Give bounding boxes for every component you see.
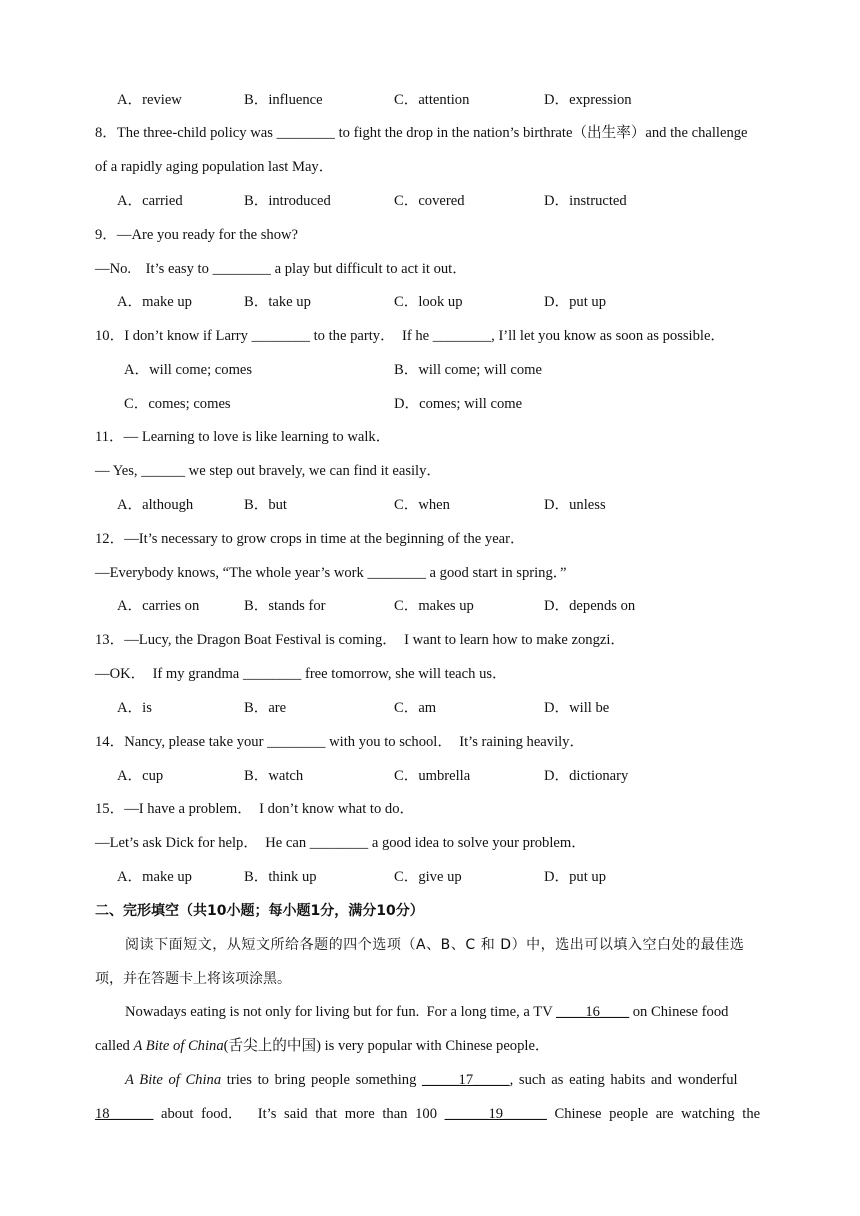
- show-title: A Bite of China: [133, 1038, 224, 1054]
- blank: ________: [251, 328, 310, 344]
- q15-option-d: D．put up: [544, 869, 607, 885]
- q14-option-c: C．umbrella: [394, 768, 471, 784]
- q11-option-b: B．but: [244, 497, 287, 513]
- q11-option-d: D．unless: [544, 497, 606, 513]
- passage-line3: A Bite of China tries to bring people something _____17_____, such as eating habits and wonderful: [125, 1072, 738, 1088]
- q13-option-d: D．will be: [544, 700, 610, 716]
- blank: ________: [267, 734, 326, 750]
- q15-option-c: C．give up: [394, 869, 462, 885]
- q14-stem: 14．Nancy, please take your ________ with you to school． It’s raining heavily．: [95, 734, 585, 750]
- blank-18: 18______: [95, 1106, 154, 1122]
- q11-stem: 11．— Learning to love is like learning to walk．: [95, 429, 391, 445]
- q7-options: [117, 88, 789, 112]
- q10-option-d: D．comes; will come: [394, 396, 523, 412]
- q10-options-row1: [124, 358, 796, 382]
- q8-option-a: A．carried: [117, 193, 183, 209]
- q8-option-b: B．introduced: [244, 193, 331, 209]
- q9-options: [117, 290, 789, 314]
- q13-option-c: C．am: [394, 700, 437, 716]
- q7-option-b: B．influence: [244, 92, 323, 108]
- q9-option-d: D．put up: [544, 294, 607, 310]
- passage-line2: called A Bite of China(舌尖上的中国) is very popular with Chinese people．: [95, 1038, 550, 1054]
- q12-option-a: A．carries on: [117, 598, 200, 614]
- q7-option-d: D．expression: [544, 92, 632, 108]
- q12-option-b: B．stands for: [244, 598, 326, 614]
- q15-option-a: A．make up: [117, 869, 192, 885]
- blank: ______: [141, 463, 186, 479]
- q14-option-b: B．watch: [244, 768, 304, 784]
- q9-reply: —No. It’s easy to ________ a play but difficult to act it out．: [95, 261, 467, 277]
- q15-options: [117, 865, 789, 889]
- q12-option-c: C．makes up: [394, 598, 474, 614]
- q13-option-a: A．is: [117, 700, 152, 716]
- q8-options: [117, 189, 789, 213]
- q9-option-b: B．take up: [244, 294, 311, 310]
- blank-17: _____17_____: [422, 1072, 510, 1088]
- q12-reply: —Everybody knows, “The whole year’s work ________ a good start in spring．”: [95, 565, 567, 581]
- blank: ________: [212, 261, 271, 277]
- show-title: A Bite of China: [125, 1072, 222, 1088]
- q12-option-d: D．depends on: [544, 598, 636, 614]
- q14-option-d: D．dictionary: [544, 768, 629, 784]
- q9-stem: 9．—Are you ready for the show?: [95, 227, 299, 243]
- q13-reply: —OK． If my grandma ________ free tomorrow, she will teach us．: [95, 666, 507, 682]
- blank-16: ____16____: [556, 1004, 630, 1020]
- q12-options: [117, 594, 789, 618]
- q10-stem: 10．I don’t know if Larry ________ to the party． If he ________, I’ll let you know as soon as possible．: [95, 328, 726, 344]
- section-heading: 二、完形填空（共10小题；每小题1分，满分10分）: [95, 903, 424, 919]
- q10-option-b: B．will come; will come: [394, 362, 542, 378]
- q8-option-c: C．covered: [394, 193, 465, 209]
- q11-reply: — Yes, ______ we step out bravely, we can find it easily．: [95, 463, 442, 479]
- q7-option-c: C．attention: [394, 92, 470, 108]
- q9-option-a: A．make up: [117, 294, 192, 310]
- q14-option-a: A．cup: [117, 768, 164, 784]
- q10-options-row2: [124, 392, 796, 416]
- blank: ________: [242, 666, 302, 682]
- passage-line4: 18______ about food． It’s said that more than 100 ______19______ Chinese people are watching the: [95, 1106, 761, 1122]
- q10-option-c: C．comes; comes: [124, 396, 231, 412]
- q9-option-c: C．look up: [394, 294, 463, 310]
- q14-options: [117, 764, 789, 788]
- q11-options: [117, 493, 789, 517]
- blank: ________: [432, 328, 492, 344]
- blank-19: ______19______: [444, 1106, 547, 1122]
- passage-line1: Nowadays eating is not only for living but for fun. For a long time, a TV ____16____ on Chinese food: [125, 1004, 729, 1020]
- q15-reply: —Let’s ask Dick for help． He can ________ a good idea to solve your problem．: [95, 835, 586, 851]
- q12-stem: 12．—It’s necessary to grow crops in time at the beginning of the year．: [95, 531, 525, 547]
- blank: ________: [276, 125, 335, 141]
- q13-options: [117, 696, 789, 720]
- q15-option-b: B．think up: [244, 869, 317, 885]
- q8-option-d: D．instructed: [544, 193, 627, 209]
- section-instructions-line1: 阅读下面短文，从短文所给各题的四个选项（A、B、C 和 D）中，选出可以填入空白处的最佳选: [125, 937, 745, 953]
- q8-stem-line2: of a rapidly aging population last May．: [95, 159, 334, 175]
- q15-stem: 15．—I have a problem． I don’t know what to do．: [95, 801, 415, 817]
- q8-stem: 8．The three-child policy was ________ to fight the drop in the nation’s birthrate（出生率）and the challenge: [95, 125, 748, 141]
- blank: ________: [367, 565, 426, 581]
- q11-option-c: C．when: [394, 497, 450, 513]
- q11-option-a: A．although: [117, 497, 194, 513]
- blank: ________: [309, 835, 369, 851]
- q13-stem: 13．—Lucy, the Dragon Boat Festival is coming． I want to learn how to make zongzi．: [95, 632, 625, 648]
- q13-option-b: B．are: [244, 700, 287, 716]
- q10-option-a: A．will come; comes: [124, 362, 253, 378]
- q7-option-a: A．review: [117, 92, 182, 108]
- section-instructions-line2: 项，并在答题卡上将该项涂黑。: [95, 971, 291, 987]
